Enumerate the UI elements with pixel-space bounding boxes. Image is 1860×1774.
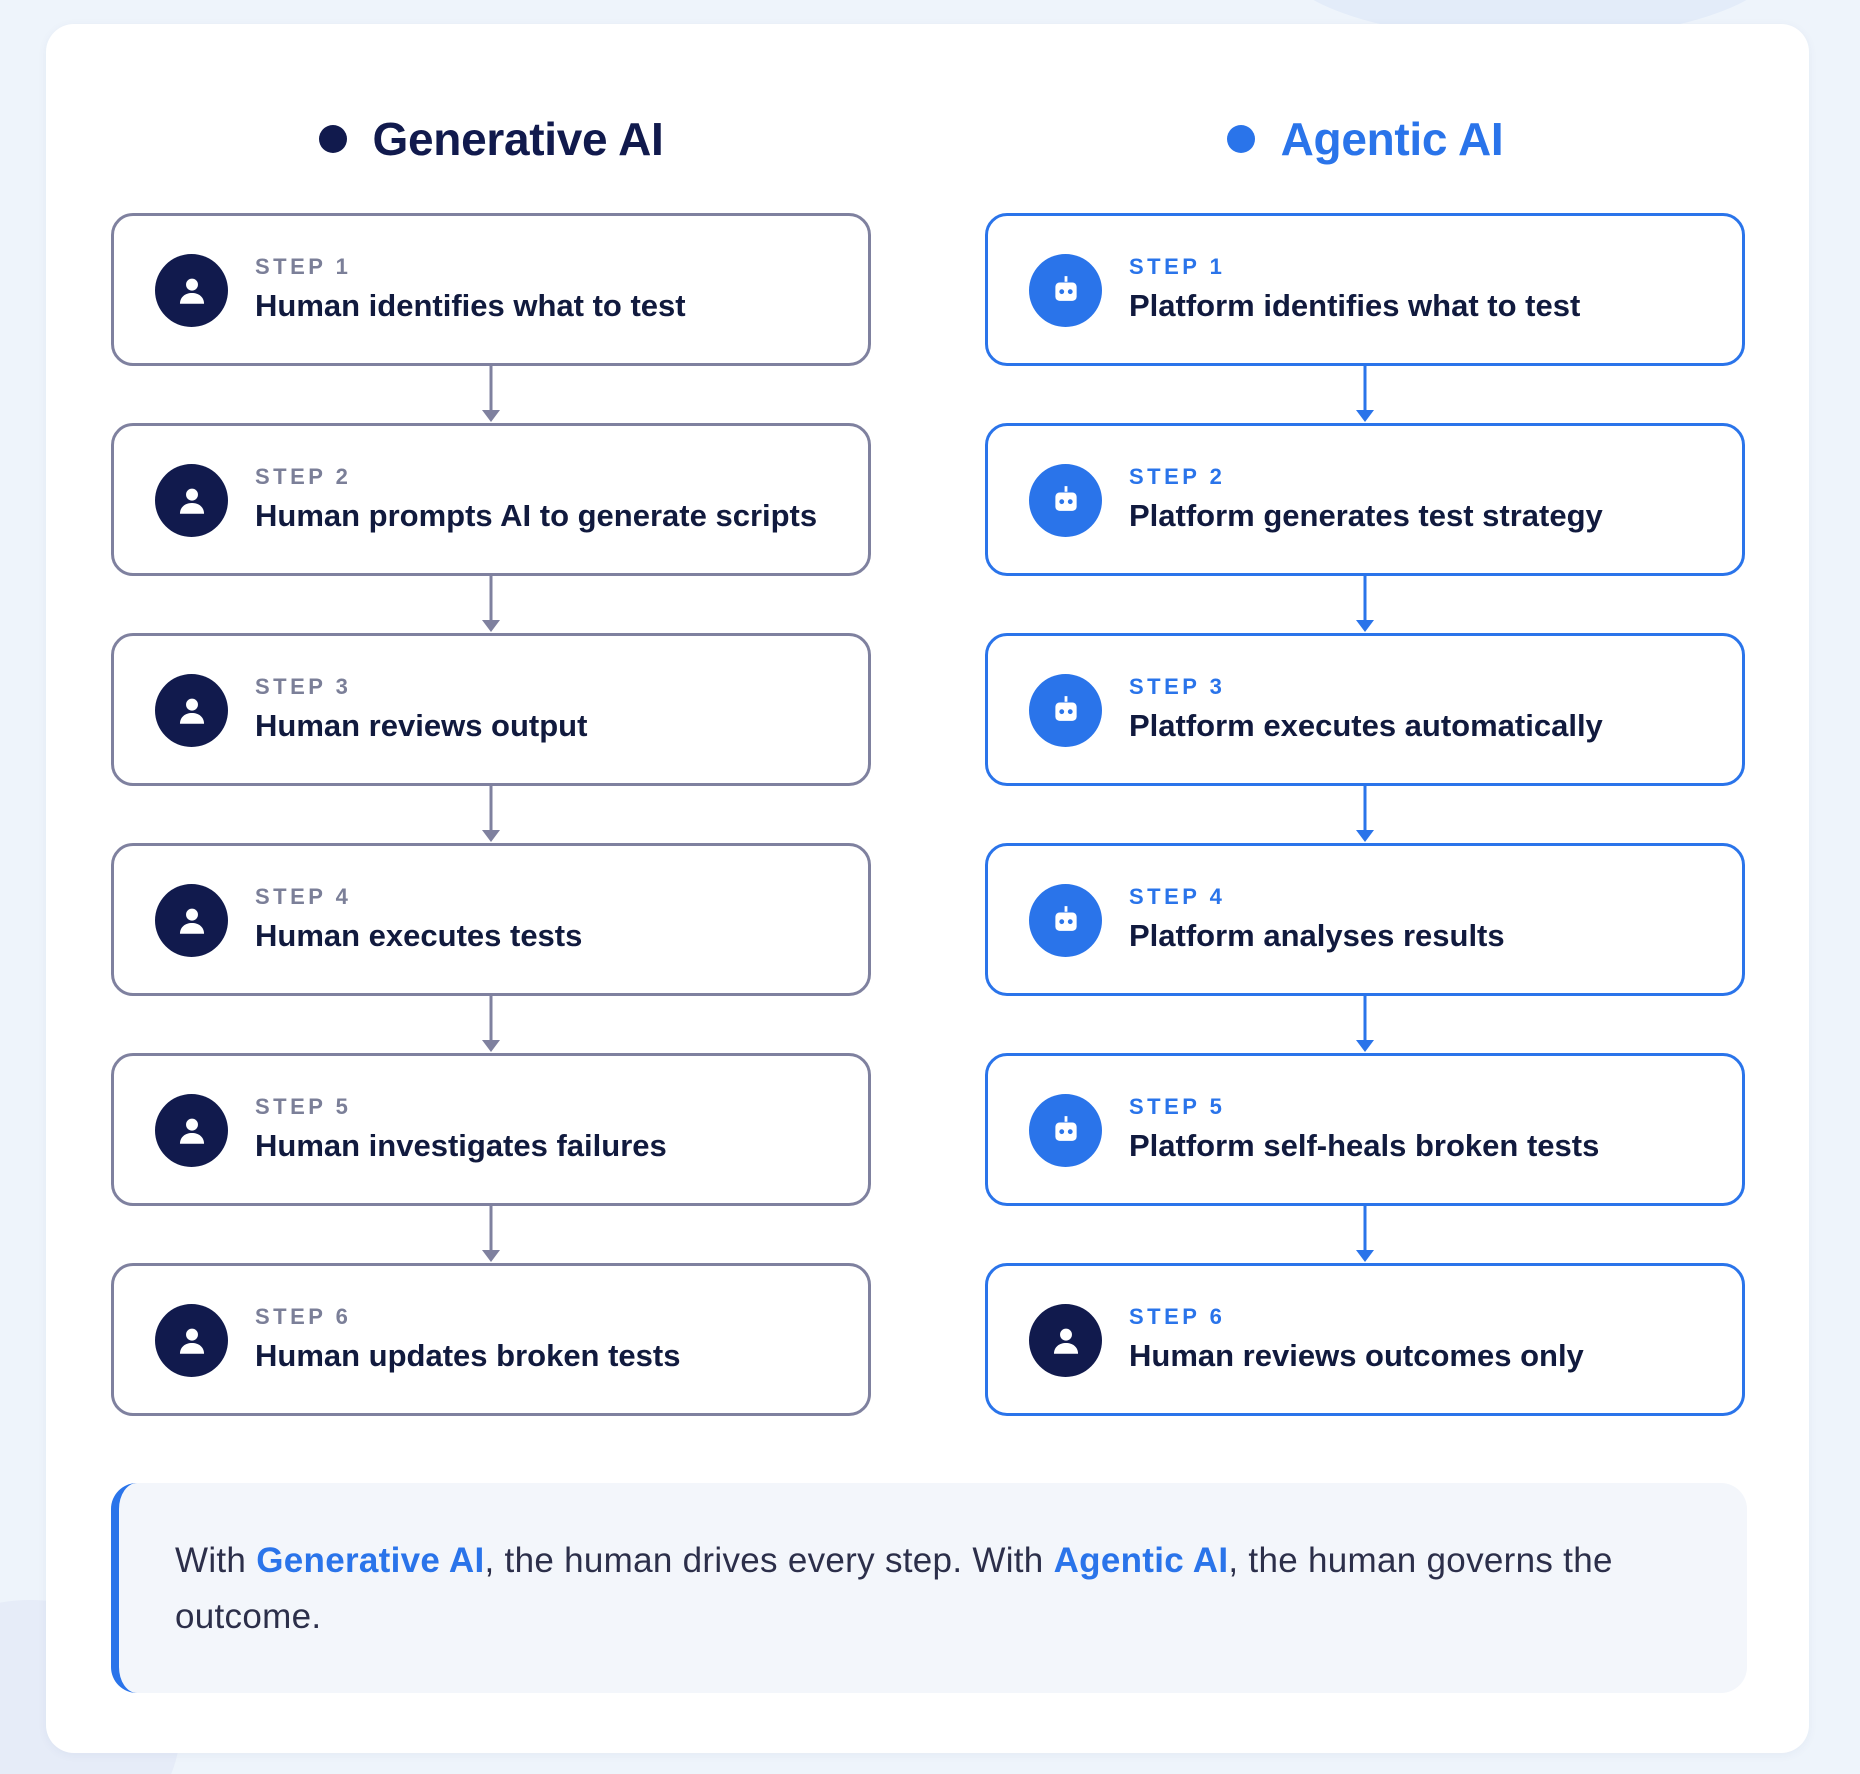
agentic-step-2 (985, 423, 1745, 576)
down-arrow-icon (482, 576, 500, 633)
person-icon (155, 1094, 228, 1167)
step-label: STEP 6 (255, 1304, 352, 1329)
generative-title: Generative AI (372, 113, 664, 165)
down-arrow-icon (1356, 576, 1374, 633)
step-label: STEP 5 (1129, 1094, 1226, 1119)
down-arrow-icon (1356, 996, 1374, 1053)
step-label: STEP 5 (255, 1094, 352, 1119)
robot-icon (1029, 884, 1102, 957)
step-text: Platform executes automatically (1129, 708, 1603, 743)
step-label: STEP 2 (255, 464, 352, 489)
step-text: Platform generates test strategy (1129, 498, 1603, 533)
robot-icon (1029, 1094, 1102, 1167)
robot-icon (1029, 254, 1102, 327)
step-label: STEP 2 (1129, 464, 1226, 489)
generative-step-2 (111, 423, 871, 576)
agentic-step-3 (985, 633, 1745, 786)
step-text: Human identifies what to test (255, 288, 686, 323)
agentic-dot-icon (1227, 125, 1255, 153)
summary-part: With (175, 1541, 257, 1580)
generative-step-3 (111, 633, 871, 786)
step-text: Human reviews output (255, 708, 588, 743)
step-label: STEP 6 (1129, 1304, 1226, 1329)
step-label: STEP 4 (255, 884, 352, 909)
comparison-card (46, 24, 1809, 1753)
summary-callout (111, 1483, 1747, 1693)
step-label: STEP 3 (1129, 674, 1226, 699)
step-text: Human investigates failures (255, 1128, 667, 1163)
person-icon (1029, 1304, 1102, 1377)
down-arrow-icon (1356, 366, 1374, 423)
summary-text (175, 1533, 1675, 1645)
down-arrow-icon (1356, 1206, 1374, 1263)
step-text: Human reviews outcomes only (1129, 1338, 1584, 1373)
generative-step-5 (111, 1053, 871, 1206)
robot-icon (1029, 674, 1102, 747)
generative-step-6 (111, 1263, 871, 1416)
step-label: STEP 4 (1129, 884, 1226, 909)
step-text: Platform identifies what to test (1129, 288, 1581, 323)
generative-step-4 (111, 843, 871, 996)
summary-part: , the human drives every step. With (484, 1541, 1054, 1580)
down-arrow-icon (482, 786, 500, 843)
generative-dot-icon (319, 125, 347, 153)
person-icon (155, 674, 228, 747)
step-text: Human prompts AI to generate scripts (255, 498, 818, 533)
generative-step-1 (111, 213, 871, 366)
agentic-step-6 (985, 1263, 1745, 1416)
generative-highlight: Generative AI (256, 1541, 485, 1580)
step-text: Human executes tests (255, 918, 583, 953)
agentic-step-4 (985, 843, 1745, 996)
agentic-step-5 (985, 1053, 1745, 1206)
down-arrow-icon (1356, 786, 1374, 843)
step-text: Platform self-heals broken tests (1129, 1128, 1600, 1163)
agentic-step-1 (985, 213, 1745, 366)
person-icon (155, 254, 228, 327)
step-text: Human updates broken tests (255, 1338, 681, 1373)
down-arrow-icon (482, 1206, 500, 1263)
down-arrow-icon (482, 366, 500, 423)
generative-header (111, 99, 871, 179)
agentic-highlight: Agentic AI (1053, 1541, 1229, 1580)
person-icon (155, 1304, 228, 1377)
step-label: STEP 3 (255, 674, 352, 699)
person-icon (155, 884, 228, 957)
step-label: STEP 1 (1129, 254, 1226, 279)
step-text: Platform analyses results (1129, 918, 1505, 953)
down-arrow-icon (482, 996, 500, 1053)
agentic-title: Agentic AI (1280, 113, 1504, 165)
agentic-header (985, 99, 1745, 179)
summary-part: , the human governs the outcome. (175, 1541, 1613, 1636)
person-icon (155, 464, 228, 537)
robot-icon (1029, 464, 1102, 537)
step-label: STEP 1 (255, 254, 352, 279)
